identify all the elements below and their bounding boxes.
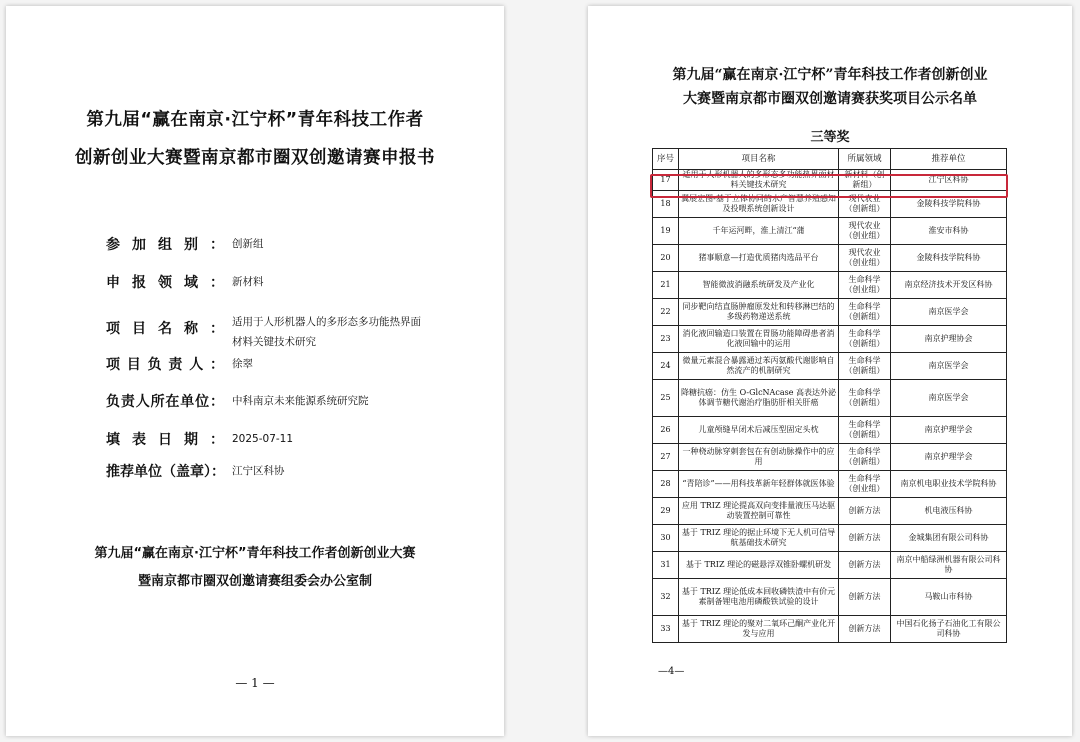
cell-unit: 南京护理协会	[891, 326, 1007, 353]
cell-name: 基于 TRIZ 理论的聚对二氧环己酮产业化开发与应用	[679, 616, 839, 643]
cell-name: 消化液回输造口装置在胃肠功能障碍患者消化液回输中的运用	[679, 326, 839, 353]
award-table	[652, 148, 1007, 643]
cell-no: 22	[653, 299, 679, 326]
cell-unit: 南京护理学会	[891, 444, 1007, 471]
cell-no: 32	[653, 579, 679, 616]
cell-field: 生命科学（创新组）	[839, 299, 891, 326]
cell-field: 创新方法	[839, 498, 891, 525]
field-value: 江宁区科协	[232, 465, 285, 477]
field-row-domain	[106, 272, 422, 292]
cell-name: 微量元素混合暴露通过苯丙氨酸代谢影响自然流产的机制研究	[679, 353, 839, 380]
cell-field: 生命科学（创业组）	[839, 272, 891, 299]
cell-unit: 淮安市科协	[891, 218, 1007, 245]
cell-field: 新材料（创新组）	[839, 170, 891, 191]
table-row	[653, 616, 1007, 643]
cell-unit: 南京医学会	[891, 353, 1007, 380]
cell-unit: 金陵科技学院科协	[891, 191, 1007, 218]
cell-no: 31	[653, 552, 679, 579]
table-row	[653, 299, 1007, 326]
header-field: 所属领域	[839, 149, 891, 170]
list-title-line2: 大赛暨南京都市圈双创邀请赛获奖项目公示名单	[683, 91, 977, 107]
cell-unit: 南京经济技术开发区科协	[891, 272, 1007, 299]
table-row	[653, 353, 1007, 380]
cell-unit: 南京护理学会	[891, 417, 1007, 444]
field-row-date	[106, 429, 422, 449]
field-row-group	[106, 234, 422, 254]
table-row	[653, 326, 1007, 353]
table-row	[653, 380, 1007, 417]
table-row	[653, 272, 1007, 299]
cell-unit: 南京医学会	[891, 299, 1007, 326]
cell-field: 现代农业（创业组）	[839, 218, 891, 245]
cell-unit: 南京医学会	[891, 380, 1007, 417]
cell-no: 21	[653, 272, 679, 299]
field-label: 推荐单位（盖章）：	[106, 464, 225, 480]
field-row-recommender	[106, 461, 422, 481]
field-label: 参加组别：	[106, 237, 224, 253]
cell-field: 创新方法	[839, 552, 891, 579]
cell-name: 应用 TRIZ 理论提高双向变排量液压马达驱动装置控制可靠性	[679, 498, 839, 525]
cell-name: 猪事顺意—打造优质猪肉选品平台	[679, 245, 839, 272]
cell-field: 生命科学（创新组）	[839, 417, 891, 444]
cell-unit: 江宁区科协	[891, 170, 1007, 191]
cell-field: 创新方法	[839, 616, 891, 643]
cell-unit: 中国石化扬子石油化工有限公司科协	[891, 616, 1007, 643]
cell-no: 18	[653, 191, 679, 218]
field-value: 适用于人形机器人的多形态多功能热界面材料关键技术研究	[232, 316, 421, 348]
list-title-line1: 第九届“赢在南京·江宁杯”青年科技工作者创新创业	[672, 67, 988, 83]
header-no: 序号	[653, 149, 679, 170]
award-list-page	[588, 6, 1072, 736]
cell-no: 33	[653, 616, 679, 643]
field-label: 填表日期：	[106, 432, 224, 448]
cell-no: 30	[653, 525, 679, 552]
field-value: 中科南京未来能源系统研究院	[232, 395, 369, 407]
cell-no: 19	[653, 218, 679, 245]
cell-unit: 南京中船绿洲机器有限公司科协	[891, 552, 1007, 579]
cell-no: 20	[653, 245, 679, 272]
cell-name: 千年运河畔，淮上清江“蒲	[679, 218, 839, 245]
cell-name: 智能微波消融系统研发及产业化	[679, 272, 839, 299]
cell-name: 同步靶向结直肠肿瘤原发灶和转移淋巴结的多级药物递送系统	[679, 299, 839, 326]
table-row	[653, 218, 1007, 245]
field-label: 申报领域：	[106, 275, 224, 291]
cell-name: 适用于人形机器人的多形态多功能热界面材料关键技术研究	[679, 170, 839, 191]
field-value: 2025-07-11	[232, 433, 294, 445]
cell-no: 26	[653, 417, 679, 444]
application-form-page	[6, 6, 504, 736]
cell-field: 现代农业（创新组）	[839, 191, 891, 218]
cell-no: 29	[653, 498, 679, 525]
cell-field: 生命科学（创业组）	[839, 471, 891, 498]
cell-unit: 机电液压科协	[891, 498, 1007, 525]
table-row	[653, 498, 1007, 525]
cell-unit: 南京机电职业技术学院科协	[891, 471, 1007, 498]
cell-no: 28	[653, 471, 679, 498]
table-header-row	[653, 149, 1007, 170]
table-row	[653, 471, 1007, 498]
field-row-leader	[106, 354, 422, 374]
cell-name: 基于 TRIZ 理论的磁悬浮双锥卧螺机研发	[679, 552, 839, 579]
page-number: — 1 —	[235, 676, 275, 690]
organizer-line1: 第九届“赢在南京·江宁杯”青年科技工作者创新创业大赛	[94, 546, 416, 561]
table-row	[653, 579, 1007, 616]
field-label: 项目名称：	[106, 321, 224, 337]
field-label: 负责人所在单位：	[106, 394, 224, 410]
highlight-box	[650, 174, 1008, 198]
cell-name: 儿童颅缝早闭术后减压型固定头枕	[679, 417, 839, 444]
form-title-line2: 创新创业大赛暨南京都市圈双创邀请赛申报书	[75, 148, 435, 168]
organizer-line2: 暨南京都市圈双创邀请赛组委会办公室制	[137, 574, 372, 589]
cell-name: “青陪诊”——用科技革新年轻群体就医体验	[679, 471, 839, 498]
table-row	[653, 444, 1007, 471]
cell-no: 27	[653, 444, 679, 471]
field-value: 创新组	[232, 238, 264, 250]
cell-no: 24	[653, 353, 679, 380]
table-row	[653, 245, 1007, 272]
page-number: —4—	[658, 666, 685, 677]
cell-field: 生命科学（创新组）	[839, 380, 891, 417]
table-row	[653, 525, 1007, 552]
cell-no: 25	[653, 380, 679, 417]
table-row	[653, 417, 1007, 444]
field-value: 新材料	[232, 276, 264, 288]
form-title-line1: 第九届“赢在南京·江宁杯”青年科技工作者	[86, 110, 424, 130]
award-level: 三等奖	[810, 130, 850, 145]
cell-name: 翼展宏图-基于立体协同的水产智慧养殖感知及投喂系统创新设计	[679, 191, 839, 218]
cell-unit: 金陵科技学院科协	[891, 245, 1007, 272]
cell-name: 基于 TRIZ 理论低成本回收磷铁渣中有价元素制备锂电池用磷酸铁试验的设计	[679, 579, 839, 616]
field-value: 徐翠	[232, 358, 253, 370]
cell-unit: 金城集团有限公司科协	[891, 525, 1007, 552]
header-unit: 推荐单位	[891, 149, 1007, 170]
header-name: 项目名称	[679, 149, 839, 170]
cell-field: 创新方法	[839, 579, 891, 616]
cell-unit: 马鞍山市科协	[891, 579, 1007, 616]
table-row	[653, 552, 1007, 579]
cell-field: 现代农业（创业组）	[839, 245, 891, 272]
cell-no: 23	[653, 326, 679, 353]
field-row-project-name	[106, 312, 422, 352]
cell-field: 生命科学（创新组）	[839, 444, 891, 471]
cell-name: 降糖抗癌：仿生 O-GlcNAcase 高表达外泌体调节糖代谢治疗脂肪肝相关肝癌	[679, 380, 839, 417]
cell-field: 创新方法	[839, 525, 891, 552]
field-row-institution	[106, 391, 422, 411]
cell-field: 生命科学（创新组）	[839, 353, 891, 380]
cell-no: 17	[653, 170, 679, 191]
cell-name: 基于 TRIZ 理论的据止环境下无人机可信导航基础技术研究	[679, 525, 839, 552]
cell-field: 生命科学（创新组）	[839, 326, 891, 353]
field-label: 项目负责人：	[106, 357, 224, 373]
cell-name: 一种桡动脉穿刺套包在有创动脉操作中的应用	[679, 444, 839, 471]
